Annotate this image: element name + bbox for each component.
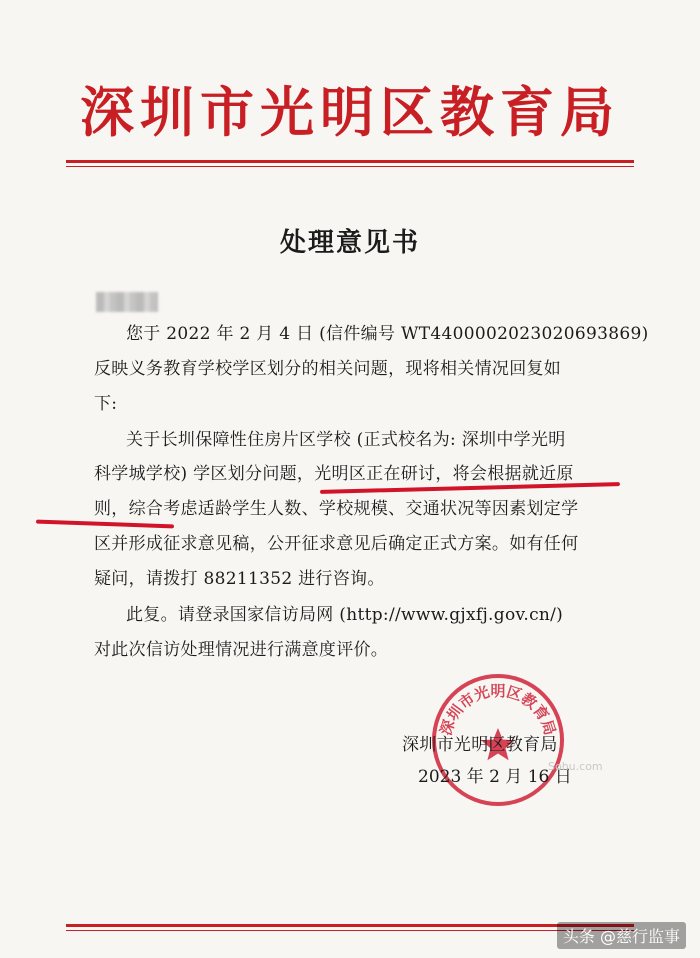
signer-name: 深圳市光明区教育局 (402, 735, 558, 755)
footer-rule-thick (66, 924, 634, 927)
body-line-4: 关于长圳保障性住房片区学校 (正式校名为: 深圳中学光明 (126, 430, 566, 450)
footer-rule-thin (66, 930, 634, 931)
body-line-1: 您于 2022 年 2 月 4 日 (信件编号 WT4400002023020693869) (126, 324, 649, 344)
letterhead-title: 深圳市光明区教育局 (80, 81, 620, 144)
body-line-5: 科学城学校) 学区划分问题，光明区正在研讨，将会根据就近原 (94, 464, 574, 484)
letterhead-rule-thin (66, 166, 634, 167)
source-credit-badge: 头条 @慈行监事 (557, 922, 686, 949)
signature-date: 2023 年 2 月 16 日 (418, 767, 572, 787)
svg-text:深圳市光明区教育局: 深圳市光明区教育局 (436, 682, 560, 738)
body-line-10: 对此次信访处理情况进行满意度评价。 (94, 640, 389, 660)
document-title: 处理意见书 (279, 228, 420, 258)
body-line-2: 反映义务教育学校学区划分的相关问题，现将相关情况回复如 (94, 359, 562, 379)
body-line-9: 此复。请登录国家信访局网 (http://www.gjxfj.gov.cn/) (126, 605, 564, 625)
letterhead-rule-thick (66, 160, 634, 163)
body-line-8: 疑问，请拨打 88211352 进行咨询。 (94, 569, 385, 589)
redacted-recipient-name (96, 292, 158, 312)
site-watermark: Sohu.com (548, 760, 603, 773)
body-line-7: 区并形成征求意见稿，公开征求意见后确定正式方案。如有任何 (94, 534, 579, 554)
body-line-6: 则，综合考虑适龄学生人数、学校规模、交通状况等因素划定学 (94, 499, 579, 519)
body-line-3: 下: (94, 394, 118, 414)
highlight-underline-2 (36, 520, 174, 529)
